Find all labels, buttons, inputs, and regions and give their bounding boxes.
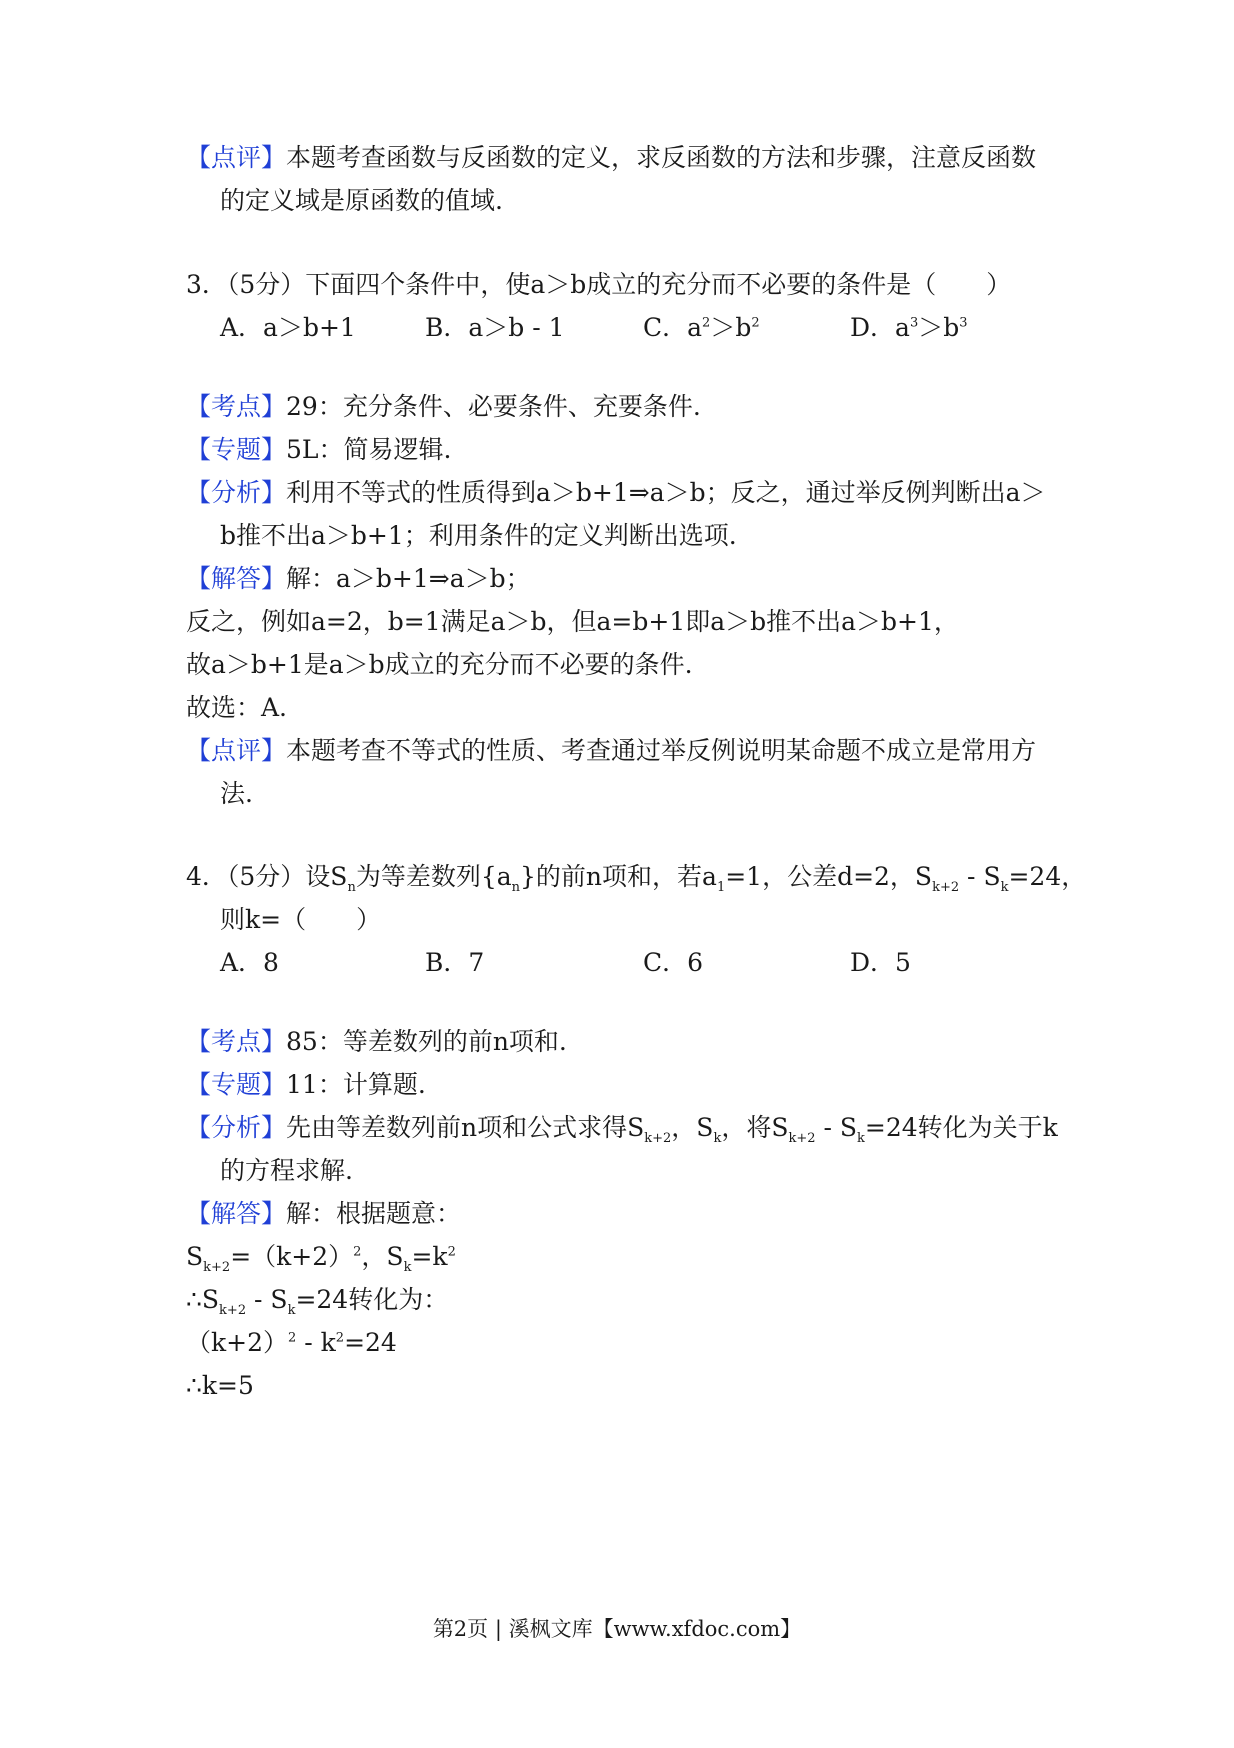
q3-fenxi-line2: b推不出a＞b+1；利用条件的定义判断出选项. bbox=[220, 521, 737, 550]
q4-option-a: A．8 bbox=[220, 948, 279, 977]
prev-comment-line2: 的定义域是原函数的值域. bbox=[220, 186, 503, 215]
tag-fenxi: 【分析】 bbox=[186, 1113, 287, 1142]
q4-equation-4: ∴k=5 bbox=[186, 1371, 254, 1400]
prev-comment-line1: 【点评】本题考查函数与反函数的定义，求反函数的方法和步骤，注意反函数 bbox=[186, 143, 1037, 172]
page-footer: 第2页 | 溪枫文库【www.xfdoc.com】 bbox=[432, 1617, 802, 1641]
q4-option-c: C．6 bbox=[643, 948, 704, 977]
q4-fenxi-line2: 的方程求解. bbox=[220, 1156, 353, 1185]
q3-jieda: 【解答】解：a＞b+1⇒a＞b； bbox=[186, 564, 531, 593]
q4-jieda: 【解答】解：根据题意： bbox=[186, 1199, 462, 1228]
q4-stem-line2: 则k=（ ） bbox=[220, 905, 382, 934]
q3-solution-line2: 故a＞b+1是a＞b成立的充分而不必要的条件. bbox=[186, 650, 693, 679]
tag-fenxi: 【分析】 bbox=[186, 478, 287, 507]
q4-zhuanti: 【专题】11：计算题. bbox=[186, 1070, 426, 1099]
q3-dianping-line1: 【点评】本题考查不等式的性质、考查通过举反例说明某命题不成立是常用方 bbox=[186, 736, 1037, 765]
q3-solution-line3: 故选：A. bbox=[186, 693, 288, 722]
q3-stem: 3．（5分）下面四个条件中，使a＞b成立的充分而不必要的条件是（ ） bbox=[186, 270, 1012, 299]
q3-kaodian: 【考点】29：充分条件、必要条件、充要条件. bbox=[186, 392, 701, 421]
q3-solution-line1: 反之，例如a=2，b=1满足a＞b，但a=b+1即a＞b推不出a＞b+1， bbox=[186, 607, 959, 636]
q4-kaodian: 【考点】85：等差数列的前n项和. bbox=[186, 1027, 567, 1056]
q4-fenxi-line1: 【分析】先由等差数列前n项和公式求得$S_{k+2}$，$S_k$，将$S_{k+2} - S_k=24$转化为关于k bbox=[186, 1113, 1058, 1146]
q3-fenxi-line1: 【分析】利用不等式的性质得到a＞b+1⇒a＞b；反之，通过举反例判断出a＞ bbox=[186, 478, 1046, 507]
tag-dianping: 【点评】 bbox=[186, 736, 287, 765]
tag-jieda: 【解答】 bbox=[186, 564, 287, 593]
tag-zhuanti: 【专题】 bbox=[186, 1070, 287, 1099]
q3-option-a: A．a＞b+1 bbox=[220, 313, 356, 342]
tag-kaodian: 【考点】 bbox=[186, 1027, 287, 1056]
tag-jieda: 【解答】 bbox=[186, 1199, 287, 1228]
q4-option-d: D．5 bbox=[850, 948, 911, 977]
tag-zhuanti: 【专题】 bbox=[186, 435, 287, 464]
q3-option-d: D．$a^3>b^3$ bbox=[850, 313, 968, 342]
tag-kaodian: 【考点】 bbox=[186, 392, 287, 421]
q3-dianping-line2: 法. bbox=[220, 779, 253, 808]
q4-equation-3: $(k+2)^2 - k^2=24$ bbox=[186, 1328, 397, 1357]
q4-equation-1: $S_{k+2}=(k+2)^2$，$S_k=k^2$ bbox=[186, 1242, 456, 1275]
q3-zhuanti: 【专题】5L：简易逻辑. bbox=[186, 435, 452, 464]
q4-option-b: B．7 bbox=[425, 948, 485, 977]
q3-option-c: C．$a^2>b^2$ bbox=[643, 313, 760, 342]
q4-equation-2: $\therefore S_{k+2} - S_k=24$转化为： bbox=[186, 1285, 449, 1318]
tag-dianping: 【点评】 bbox=[186, 143, 287, 172]
q4-stem-line1: 4．（5分）设$S_n$为等差数列$\{a_n\}$的前n项和，若$a_1=1$，公差d=2，$S_{k+2} - S_k=24$， bbox=[186, 862, 1087, 895]
q3-option-b: B．a＞b - 1 bbox=[425, 313, 565, 342]
